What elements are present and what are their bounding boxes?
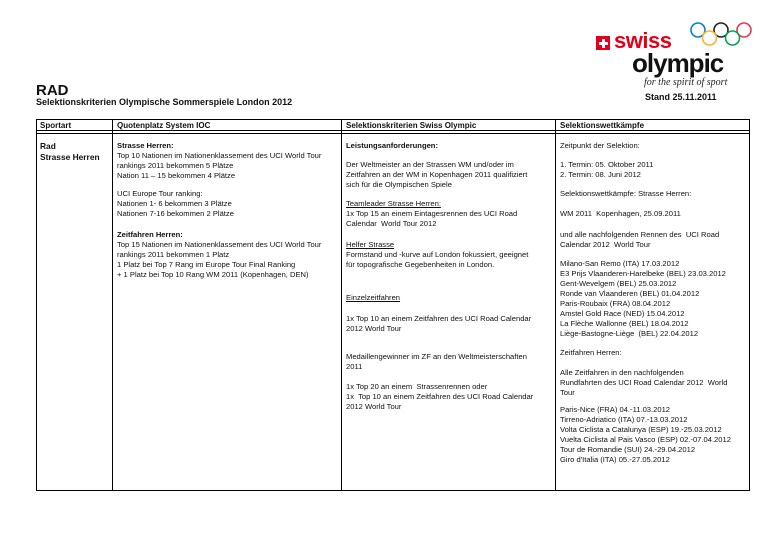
logo-olympic-text: olympic	[632, 48, 724, 78]
events-zeitfahren-heading: Zeitfahren Herren:	[560, 348, 622, 357]
criteria-helfer-text: Formstand und -kurve auf London fokussiert, geeignet für topografische Gegebenheiten in London.	[346, 250, 529, 269]
column-header-sportart: Sportart	[40, 121, 72, 130]
quota-zeitfahren-heading: Zeitfahren Herren:	[117, 230, 183, 239]
quota-strasse-text: Top 10 Nationen im Nationenklassement des UCI World Tour rankings 2011 bekommen 5 Plätze Nation 11 – 15 bekommen 4 Plätze	[117, 151, 322, 180]
criteria-helfer-heading: Helfer Strasse	[346, 240, 395, 249]
column-header-quotenplatz: Quotenplatz System IOC	[117, 121, 211, 130]
events-termine: 1. Termin: 05. Oktober 2011 2. Termin: 08. Juni 2012	[560, 160, 654, 179]
events-und-alle: und alle nachfolgenden Rennen des UCI Road Calendar 2012 World Tour	[560, 230, 720, 249]
logo-swiss-text: swiss	[614, 28, 672, 53]
column-header-selektionswettkaempfe: Selektionswettkämpfe	[560, 121, 645, 130]
events-races-list: Milano-San Remo (ITA) 17.03.2012 E3 Prijs Vlaanderen-Harelbeke (BEL) 23.03.2012 Gent-Wevelgem (BEL) 25.03.2012 Ronde van Vlaanderen (BEL) 01.04.2012 Paris-Roubaix (FRA) 08.04.2012 Amstel Gold Race (NED) 15.04.2012 La Flèche Wallonne (BEL) 18.04.2012 Liège-Bastogne-Liège (BEL) 22.04.2012	[560, 259, 726, 338]
events-strasse-heading: Selektionswettkämpfe: Strasse Herren:	[560, 189, 692, 198]
sport-discipline: Strasse Herren	[40, 152, 100, 162]
stand-date: Stand 25.11.2011	[645, 92, 717, 102]
olympic-rings-icon	[688, 22, 754, 48]
events-rundfahrten-list: Paris-Nice (FRA) 04.-11.03.2012 Tirreno-Adriatico (ITA) 07.-13.03.2012 Volta Ciclista a Catalunya (ESP) 19.-25.03.2012 Vuelta Ciclista al Pais Vasco (ESP) 02.-07.04.2012 Tour de Romandie (SUI) 24.-29.04.2012 Giro d'Italia (ITA) 05.-27.05.2012	[560, 405, 731, 464]
events-wm: WM 2011 Kopenhagen, 25.09.2011	[560, 209, 681, 218]
sport-name: Rad	[40, 141, 56, 151]
criteria-top20-text: 1x Top 20 an einem Strassenrennen oder 1x Top 10 an einem Zeitfahren des UCI Road Calendar 2012 World Tour	[346, 382, 534, 411]
quota-strasse-heading: Strasse Herren:	[117, 141, 174, 150]
events-zeitpunkt: Zeitpunkt der Selektion:	[560, 141, 640, 150]
page-subtitle: Selektionskriterien Olympische Sommerspiele London 2012	[36, 97, 293, 107]
page-title: RAD	[36, 82, 69, 99]
criteria-einzel-text: 1x Top 10 an einem Zeitfahren des UCI Road Calendar 2012 World Tour	[346, 314, 532, 333]
criteria-medaille-text: Medaillengewinner im ZF an den Weltmeisterschaften 2011	[346, 352, 527, 371]
criteria-teamleader-heading: Teamleader Strasse Herren:	[346, 199, 441, 208]
quota-europe-text: UCI Europe Tour ranking: Nationen 1- 6 bekommen 3 Plätze Nationen 7-16 bekommen 2 Plätze	[117, 189, 234, 218]
olympic-ring	[703, 31, 717, 45]
swiss-cross-icon	[596, 36, 610, 50]
quota-zeitfahren-text: Top 15 Nationen im Nationenklassement des UCI World Tour rankings 2011 bekommen 1 Platz 1 Platz bei Top 7 Rang im Europe Tour Final Ranking + 1 Platz bei Top 10 Rang WM 2011 (Kopenhagen, DEN)	[117, 240, 322, 279]
criteria-heading: Leistungsanforderungen:	[346, 141, 438, 150]
olympic-ring	[726, 31, 740, 45]
criteria-teamleader-text: 1x Top 15 an einem Eintagesrennen des UCI Road Calendar World Tour 2012	[346, 209, 518, 228]
column-header-selektionskriterien: Selektionskriterien Swiss Olympic	[346, 121, 477, 130]
criteria-weltmeister: Der Weltmeister an der Strassen WM und/oder im Zeitfahren an der WM in Kopenhagen 2011 qualifiziert sich für die Olympischen Spiele	[346, 160, 528, 189]
criteria-einzel-heading: Einzelzeitfahren	[346, 293, 401, 302]
swiss-olympic-logo	[596, 22, 756, 88]
events-zeitfahren-text: Alle Zeitfahren in den nachfolgenden Rundfahrten des UCI Road Calendar 2012 World Tour	[560, 368, 728, 397]
selection-table	[36, 119, 750, 491]
logo-tagline: for the spirit of sport	[644, 77, 728, 88]
